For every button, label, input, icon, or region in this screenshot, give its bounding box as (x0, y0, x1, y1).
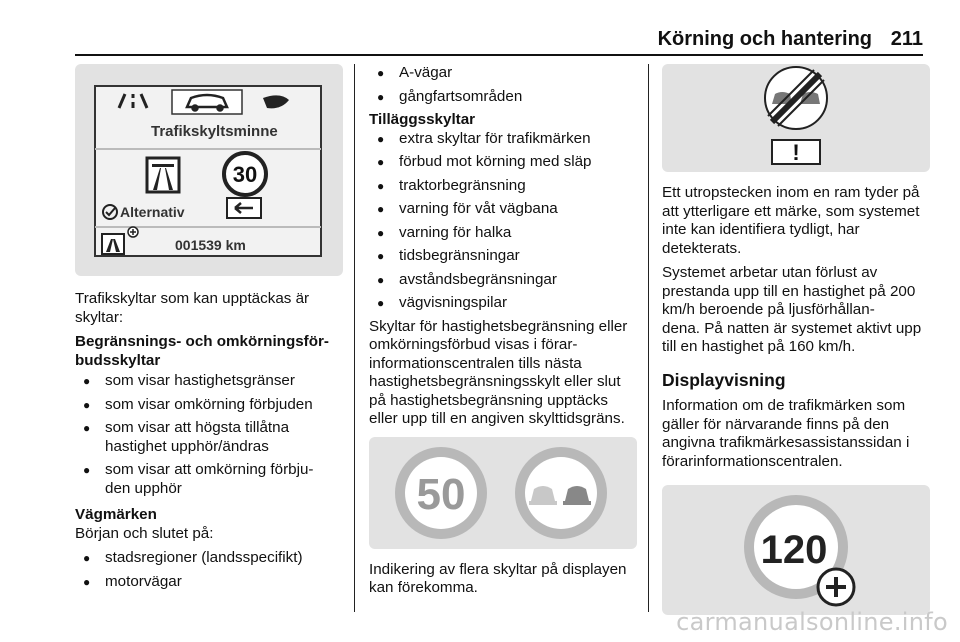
speed-limit-sign (224, 153, 266, 195)
list-item: ● extra skyltar för trafikmärken (369, 130, 637, 149)
list-item: ● A-vägar (369, 64, 637, 83)
list-item: ● som visar hastighetsgränser (75, 372, 343, 391)
list-item: ● motorvägar (75, 573, 343, 592)
svg-text:30: 30 (232, 162, 258, 187)
exclamation-box (772, 140, 820, 165)
additional-signs-list (369, 130, 637, 313)
speed-limit-50-sign (395, 447, 487, 539)
list-item: ● som visar att omkörning förbju- den upphör (75, 461, 343, 498)
small-motorway-icon (102, 234, 124, 254)
column-2 (369, 64, 637, 604)
header-rule (75, 54, 923, 56)
speed-120-figure (662, 485, 930, 615)
svg-text:!: ! (792, 140, 800, 165)
list-item: ● förbud mot körning med släp (369, 153, 637, 172)
list-item: ● som visar att högsta tillåtna hastighet upphör/ändras (75, 419, 343, 456)
header-title: Körning och hantering (657, 28, 872, 50)
page-number: 211 (890, 28, 923, 50)
tab-car-selected (172, 90, 242, 114)
column-divider-1 (354, 64, 355, 612)
column-3 (662, 64, 930, 615)
section-heading-restrictions: Begränsnings- och omkörningsför- budsskyltar (75, 333, 329, 369)
list-item: ● stadsregioner (landsspecifikt) (75, 549, 343, 568)
performance-text: Systemet arbetar utan förlust av prestanda upp till en hastighet på 200 km/h beroende på ljusförhållan- dena. På natten är systemet aktivt upp till en hastighet på 160 km/h. (662, 264, 922, 355)
exclamation-explanation: Ett utropstecken inom en ram tyder på att ytterligare ett märke, som systemet inte kan identifiera tydligt, har detekterats. (662, 184, 920, 257)
list-item: ● traktorbegränsning (369, 177, 637, 196)
end-of-restriction-figure (662, 64, 930, 172)
option-label: Alternativ (120, 204, 185, 220)
section-heading-additional-signs: Tilläggsskyltar (369, 111, 476, 128)
list-item: ● som visar omkörning förbjuden (75, 396, 343, 415)
intro-text: Trafikskyltar som kan upptäckas är skyltar: (75, 290, 310, 326)
road-marks-list-continued (369, 64, 637, 106)
multiple-signs-figure (369, 437, 637, 549)
list-item: ● gångfartsområden (369, 88, 637, 107)
odometer-value: 001539 km (175, 237, 246, 253)
section-heading-display: Displayvisning (662, 369, 786, 390)
display-info-text: Information om de trafikmärken som gäller för närvarande finns på den angivna trafikmärkesassistanssidan i förarinformationscentralen. (662, 397, 910, 470)
no-overtaking-sign (515, 447, 607, 539)
display-screen-figure (75, 64, 343, 276)
end-restriction-sign (765, 67, 827, 129)
svg-text:50: 50 (416, 469, 466, 519)
plus-circle-icon (128, 227, 138, 237)
menu-title: Trafikskyltsminne (151, 123, 278, 140)
watermark: carmanualsonline.info (676, 608, 948, 636)
list-item: ● avståndsbegränsningar (369, 271, 637, 290)
road-marks-list (75, 549, 343, 591)
list-item: ● varning för halka (369, 224, 637, 243)
back-arrow-icon (227, 198, 261, 218)
motorway-sign-icon (147, 158, 179, 192)
column-divider-2 (648, 64, 649, 612)
column-1 (75, 64, 343, 596)
restriction-list (75, 372, 343, 498)
display-duration-text: Skyltar för hastighetsbegränsning eller omkörningsförbud visas i förar- informationscentralen tills nästa hastighetsbegränsningsskylt eller slut på hastighetsbegränsning upptäcks eller upp till en angiven skylttidsgräns. (369, 317, 628, 427)
section-heading-road-marks: Vägmärken (75, 506, 157, 523)
svg-text:120: 120 (760, 528, 828, 572)
list-item: ● tidsbegränsningar (369, 247, 637, 266)
road-marks-subtext: Början och slutet på: (75, 524, 214, 542)
list-item: ● vägvisningspilar (369, 294, 637, 313)
multiple-signs-caption: Indikering av flera skyltar på displayen kan förekomma. (369, 560, 627, 596)
list-item: ● varning för våt vägbana (369, 200, 637, 219)
plus-circle-icon (818, 569, 854, 605)
